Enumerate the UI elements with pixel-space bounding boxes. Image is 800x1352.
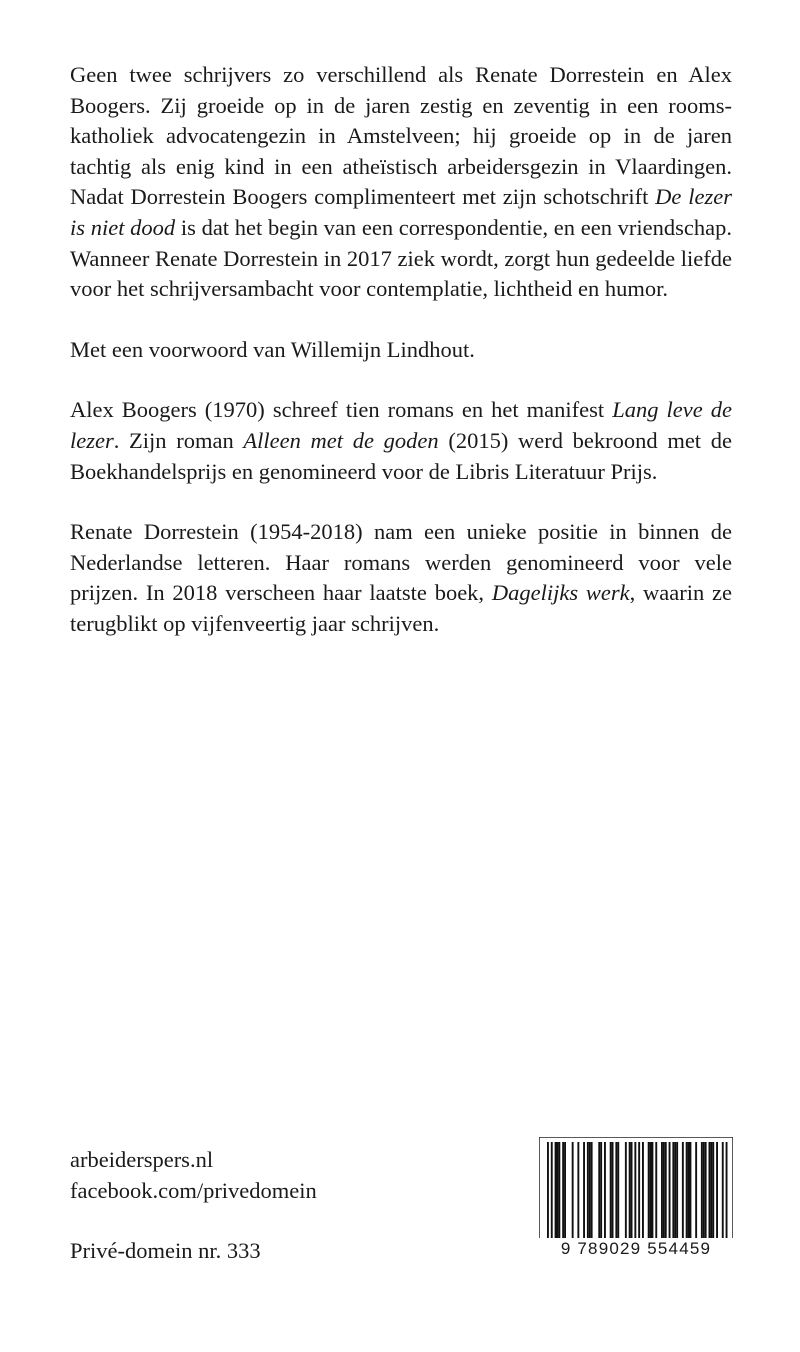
barcode-bar — [710, 1142, 712, 1240]
barcode-bar — [558, 1142, 560, 1240]
barcode-bar — [557, 1142, 559, 1240]
barcode-bar — [709, 1142, 711, 1240]
book-title-alleen: Alleen met de goden — [243, 427, 439, 453]
barcode-bar — [598, 1142, 600, 1240]
barcode-bar — [555, 1142, 557, 1240]
barcode-bar — [650, 1142, 652, 1240]
barcode-bar — [562, 1142, 564, 1240]
barcode-bar — [652, 1142, 654, 1240]
barcode-bar — [669, 1142, 671, 1240]
facebook-link[interactable]: facebook.com/privedomein — [70, 1177, 317, 1203]
barcode-bar — [617, 1142, 619, 1240]
synopsis-paragraph — [70, 60, 732, 305]
barcode-bar — [583, 1142, 585, 1240]
author-bio-dorrestein — [70, 517, 732, 639]
barcode-bar — [703, 1142, 705, 1240]
barcode-bar — [604, 1142, 606, 1240]
bio-dorrestein-text-1: Renate Dorrestein (1954-2018) nam een unieke positie in binnen de Nederlandse letteren. Haar romans werden genomineerd voor vele prijzen. In 2018 verscheen haar laatste boek, — [70, 519, 732, 606]
barcode-bar — [705, 1142, 707, 1240]
barcode-bar — [674, 1142, 676, 1240]
barcode-bar — [572, 1142, 574, 1240]
barcode-bar — [661, 1142, 663, 1240]
book-title-dagelijks-werk: Dagelijks werk — [491, 580, 630, 606]
barcode-bar — [655, 1142, 657, 1240]
barcode-bar — [686, 1142, 688, 1240]
barcode-bar — [625, 1142, 627, 1240]
barcode-bar — [564, 1142, 566, 1240]
barcode-bar — [676, 1142, 678, 1240]
barcode-bar — [591, 1142, 593, 1240]
bio-dorrestein-text-2: , waarin ze terugblikt op vijfenveertig jaar schrijven. — [70, 580, 732, 636]
barcode-bar — [648, 1142, 650, 1240]
barcode-bar — [672, 1142, 674, 1240]
barcode-bar — [712, 1142, 714, 1240]
barcode-bar — [589, 1142, 591, 1240]
barcode-bar — [695, 1142, 697, 1240]
barcode-bar — [587, 1142, 589, 1240]
barcode-bar — [690, 1142, 692, 1240]
bio-boogers-text-2: . Zijn roman — [113, 427, 244, 453]
barcode-bar — [663, 1142, 665, 1240]
barcode-bar — [665, 1142, 667, 1240]
author-bio-boogers — [70, 395, 732, 487]
book-title-de-lezer: De lezer is niet dood — [70, 184, 732, 240]
book-title-lang-leve: Lang leve de lezer — [70, 397, 732, 453]
synopsis-text-start: Geen twee schrijvers zo verschillend als Renate Dorrestein en Alex Boogers. Zij groeide op in de jaren zestig en zeventig in een rooms-katholiek advocatengezin in Amstelveen; hij groeide op in de jaren tachtig als enig kind in een atheïstisch arbeidersgezin in Vlaardingen. Nadat Dorrestein Boogers complimenteert met zijn schotschrift — [70, 62, 732, 210]
foreword-text: Met een voorwoord van Willemijn Lindhout. — [70, 336, 475, 362]
barcode-bar — [716, 1142, 718, 1240]
barcode-bar — [615, 1142, 617, 1240]
isbn-digits: 9 789029 554459 — [539, 1238, 733, 1260]
synopsis-text-end: is dat het begin van een correspondentie, en een vriendschap. Wanneer Renate Dorrestein in 2017 ziek wordt, zorgt hun gedeelde liefde voor het schrijversambacht voor contemplatie, lichtheid en humor. — [70, 214, 732, 302]
series-number: Privé-domein nr. 333 — [70, 1238, 261, 1263]
publisher-links — [70, 1145, 317, 1206]
barcode-bar — [612, 1142, 614, 1240]
barcode-bar — [629, 1142, 631, 1240]
barcode-bar — [642, 1142, 644, 1240]
barcode-bar — [701, 1142, 703, 1240]
foreword-line — [70, 335, 732, 366]
bio-boogers-text-1: Alex Boogers (1970) schreef tien romans en het manifest — [70, 397, 613, 423]
barcode-bar — [600, 1142, 602, 1240]
website-link[interactable]: arbeiderspers.nl — [70, 1147, 214, 1172]
back-cover-blurb — [70, 60, 732, 670]
bio-boogers-text-3: (2015) werd bekroond met de Boekhandelsprijs en genomineerd voor de Libris Literatuur Prijs. — [70, 427, 732, 484]
barcode-bar — [688, 1142, 690, 1240]
barcode-bar — [610, 1142, 612, 1240]
barcode-bar — [631, 1142, 633, 1240]
barcode-bar — [577, 1142, 579, 1240]
barcode-bar — [682, 1142, 684, 1240]
